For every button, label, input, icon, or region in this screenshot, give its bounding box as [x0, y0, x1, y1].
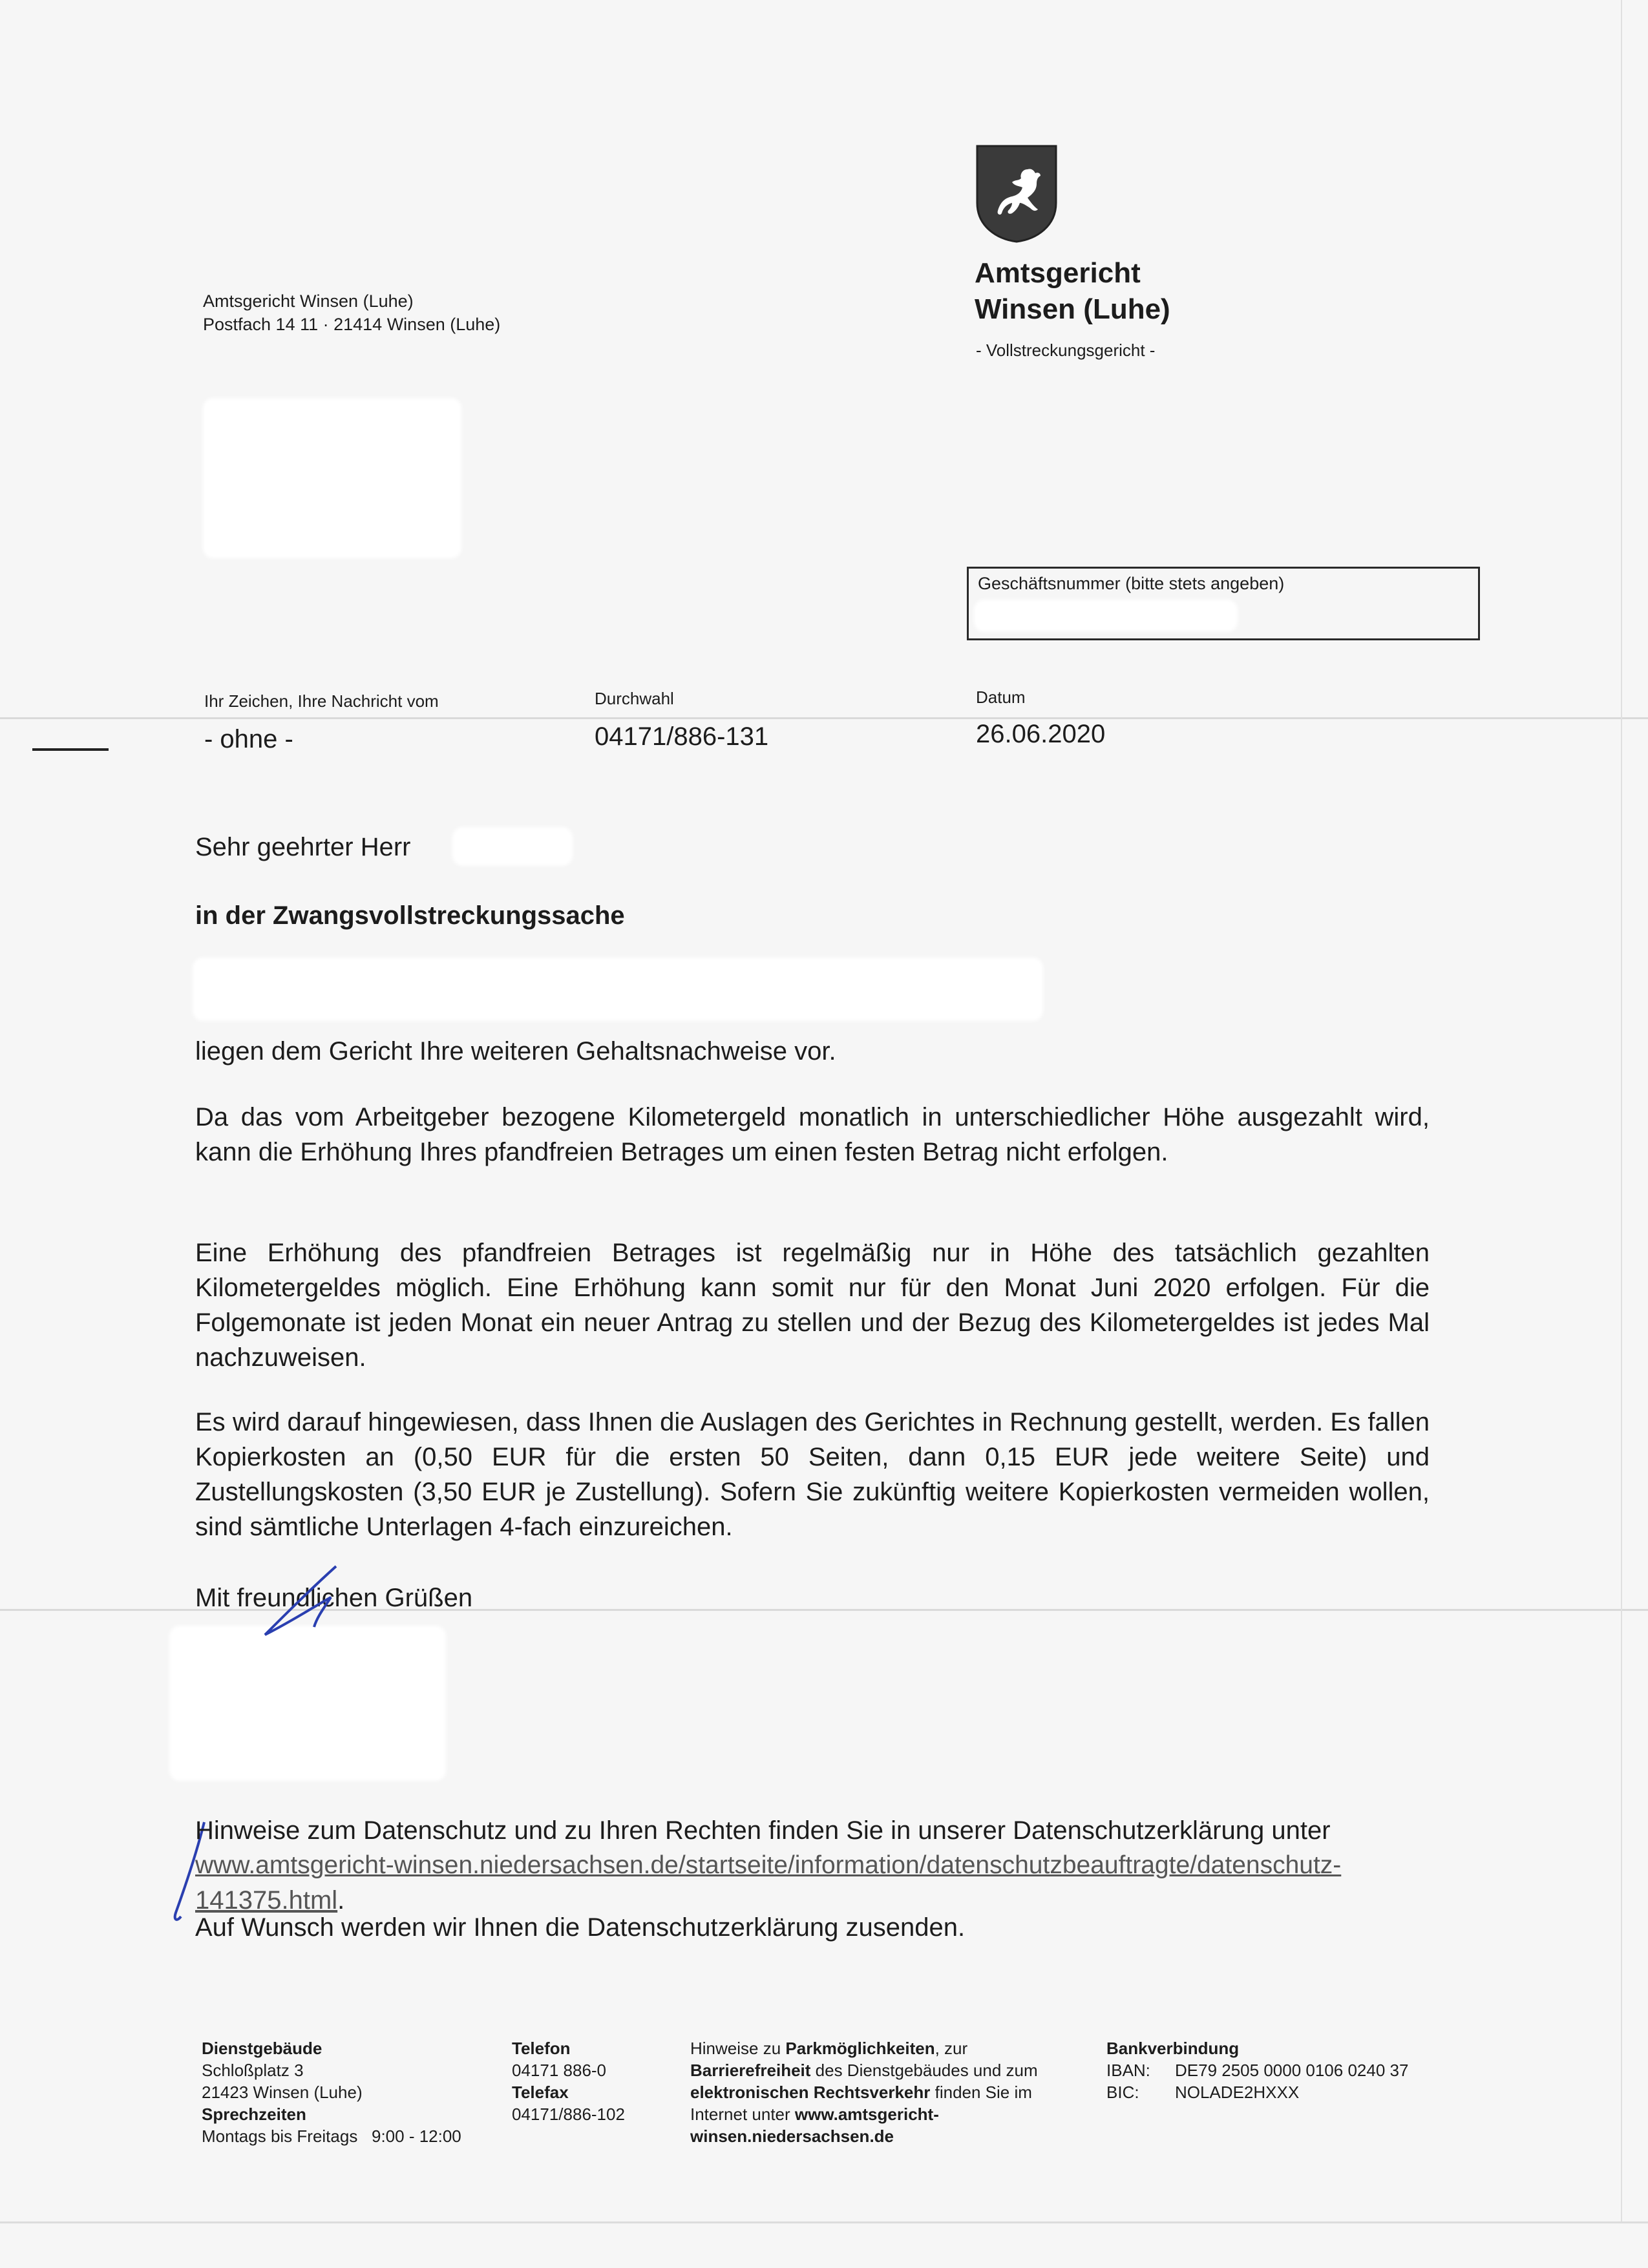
fold-mark	[32, 748, 109, 751]
privacy-url-part-2[interactable]: 141375.html	[195, 1886, 338, 1915]
privacy-url-part-1[interactable]: www.amtsgericht-winsen.niedersachsen.de/startseite/information/datenschutzbeauftragte/datenschutz-	[195, 1851, 1342, 1879]
reference-number-label: Geschäftsnummer (bitte stets angeben)	[978, 574, 1285, 593]
building-title: Dienstgebäude	[202, 2039, 322, 2058]
court-name-line-1: Amtsgericht	[975, 257, 1141, 289]
hours-value: Montags bis Freitags 9:00 - 12:00	[202, 2126, 461, 2146]
privacy-url-line-1[interactable]	[195, 1848, 1430, 1883]
building-street: Schloßplatz 3	[202, 2061, 304, 2080]
paragraph-4: Es wird darauf hingewiesen, dass Ihnen die Auslagen des Gerichtes in Rechnung gestellt, werden. Es fallen Kopierkosten an (0,50 EUR für die ersten 50 Seiten, dann 0,15 EUR jede weitere Seite) und Zustellungskosten (3,50 EUR je Zustellung). Sofern Sie zukünftig weitere Kopierkosten vermeiden wollen, sind sämtliche Unterlagen 4-fach einzureichen.	[195, 1408, 1430, 1541]
redacted-recipient-name	[455, 830, 570, 863]
phone-title: Telefon	[512, 2039, 571, 2058]
page-edge-bottom	[0, 2221, 1648, 2223]
hint-2: , zur	[935, 2039, 968, 2058]
hint-3: des Dienstgebäudes und zum	[810, 2061, 1038, 2080]
redacted-reference-number	[977, 602, 1235, 629]
extension-label: Durchwahl	[595, 689, 674, 708]
court-name	[975, 255, 1170, 328]
subject-line: in der Zwangsvollstreckungssache	[195, 901, 625, 930]
footer-contact	[512, 2037, 625, 2125]
bic-label: BIC:	[1106, 2083, 1139, 2102]
fax-value: 04171/886-102	[512, 2105, 625, 2124]
date-label: Datum	[976, 688, 1026, 707]
redacted-recipient-address	[206, 401, 459, 556]
extension-value: 04171/886-131	[595, 722, 769, 751]
lower-saxony-horse-crest-icon	[975, 143, 1059, 243]
building-city: 21423 Winsen (Luhe)	[202, 2083, 363, 2102]
paragraph-1: liegen dem Gericht Ihre weiteren Gehaltsnachweise vor.	[195, 1037, 836, 1066]
hours-title: Sprechzeiten	[202, 2105, 306, 2124]
footer-hints	[690, 2037, 1091, 2147]
sender-address	[203, 289, 500, 336]
date-value: 26.06.2020	[976, 720, 1106, 748]
hint-accessibility: Barrierefreiheit	[690, 2061, 811, 2080]
court-name-line-2: Winsen (Luhe)	[975, 293, 1170, 325]
paragraph-3: Eine Erhöhung des pfandfreien Betrages ist regelmäßig nur in Höhe des tatsächlich gezahlten Kilometergeldes möglich. Eine Erhöhung kann somit nur für den Monat Juni 2020 erfolgen. Für die Folgemonate ist jeden Monat ein neuer Antrag zu stellen und der Bezug des Kilometergeldes ist jedes Mal nachzuweisen.	[195, 1239, 1430, 1372]
footer-bank	[1106, 2037, 1408, 2103]
fax-title: Telefax	[512, 2083, 569, 2102]
reference-number-box	[967, 567, 1480, 640]
salutation-text: Sehr geehrter Herr	[195, 833, 411, 861]
sender-line-2: Postfach 14 11 · 21414 Winsen (Luhe)	[203, 315, 501, 334]
redacted-case-parties	[195, 960, 1041, 1018]
privacy-request: Auf Wunsch werden wir Ihnen die Datenschutzerklärung zusenden.	[195, 1913, 966, 1942]
hint-1: Hinweise zu	[690, 2039, 786, 2058]
phone-value: 04171 886-0	[512, 2061, 607, 2080]
closing: Mit freundlichen Grüßen	[195, 1584, 473, 1612]
fold-line-top	[0, 717, 1648, 719]
iban-label: IBAN:	[1106, 2061, 1150, 2080]
page-edge-right	[1621, 0, 1622, 2223]
iban-value: DE79 2505 0000 0106 0240 37	[1175, 2061, 1409, 2080]
hint-legal: elektronischen Rechtsverkehr	[690, 2083, 931, 2102]
your-reference-label: Ihr Zeichen, Ihre Nachricht vom	[204, 691, 439, 711]
privacy-notice: Hinweise zum Datenschutz und zu Ihren Rechten finden Sie in unserer Datenschutzerklärung unter	[195, 1816, 1331, 1845]
bank-title: Bankverbindung	[1106, 2039, 1240, 2058]
hint-5: Internet unter	[690, 2105, 795, 2124]
salutation	[195, 830, 1430, 865]
hint-parking: Parkmöglichkeiten	[785, 2039, 935, 2058]
privacy-url-end: .	[337, 1886, 345, 1915]
your-reference-value: - ohne -	[204, 725, 293, 753]
hint-4: finden Sie im	[930, 2083, 1032, 2102]
court-department: - Vollstreckungsgericht -	[976, 341, 1156, 360]
paragraph-2: Da das vom Arbeitgeber bezogene Kilometergeld monatlich in unterschiedlicher Höhe ausgezahlt wird, kann die Erhöhung Ihres pfandfreien Betrages um einen festen Betrag nicht erfolgen.	[195, 1103, 1430, 1166]
sender-line-1: Amtsgericht Winsen (Luhe)	[203, 291, 414, 311]
bic-value: NOLADE2HXXX	[1175, 2083, 1300, 2102]
hint-site-2[interactable]: winsen.niedersachsen.de	[690, 2126, 894, 2146]
footer-building	[202, 2037, 461, 2147]
hint-site-1[interactable]: www.amtsgericht-	[794, 2105, 939, 2124]
